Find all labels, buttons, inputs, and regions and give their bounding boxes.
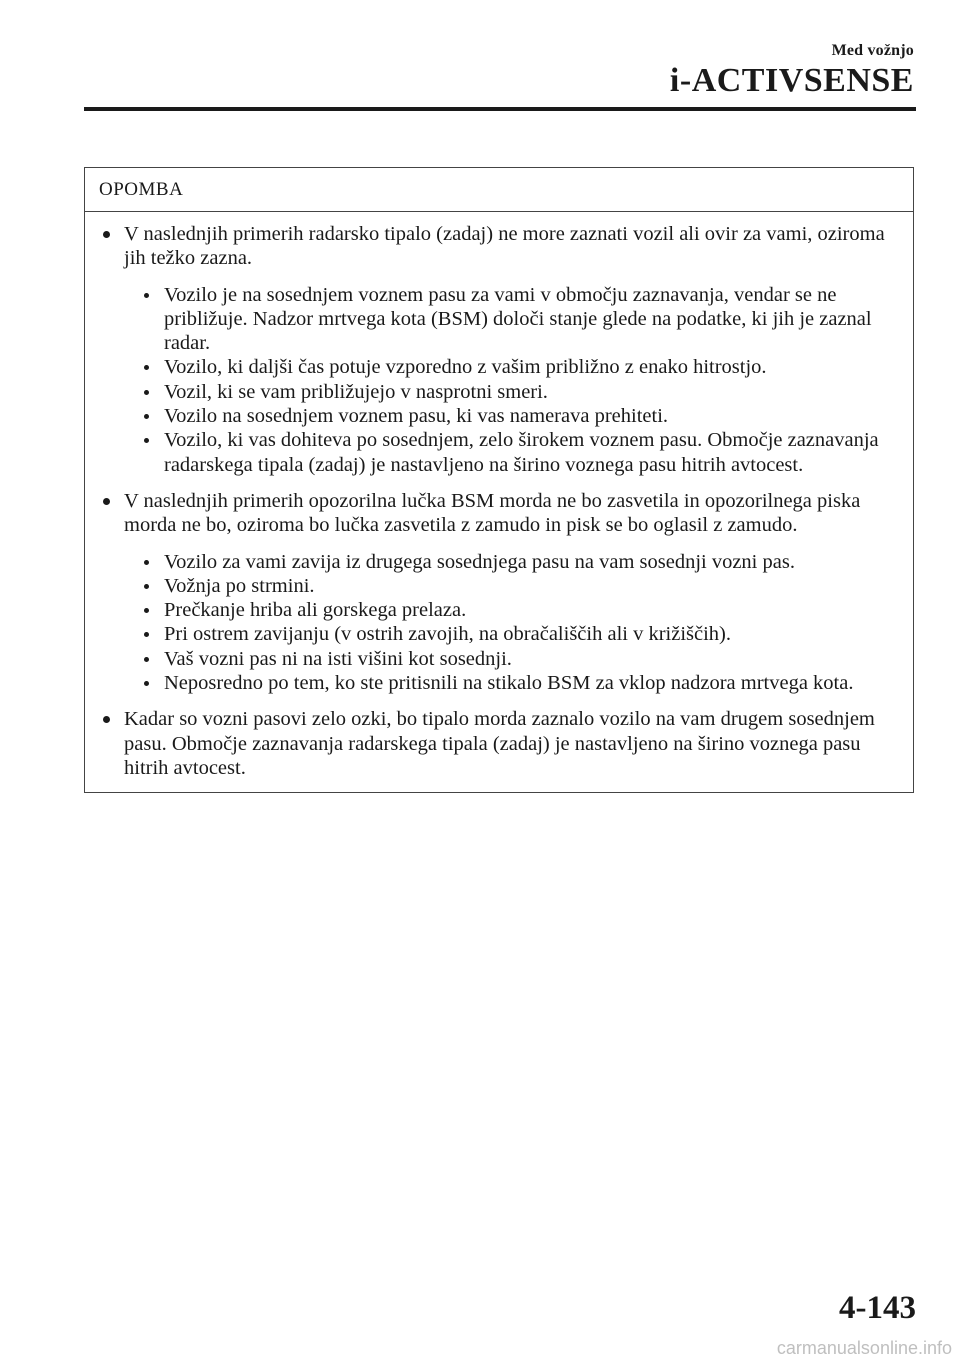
sub-item: Vozilo, ki vas dohiteva po sosednjem, zelo širokem voznem pasu. Območje zaznavanja radarskega tipala (zadaj) je nastavljeno na širino voznega pasu hitrih avtocest. <box>124 428 899 477</box>
sub-item: Vozilo na sosednjem voznem pasu, ki vas namerava prehiteti. <box>124 404 899 428</box>
sub-list <box>124 550 899 696</box>
section-label: Med vožnjo <box>831 42 914 59</box>
sub-item: Vozilo je na sosednjem voznem pasu za vami v območju zaznavanja, vendar se ne približuje. Nadzor mrtvega kota (BSM) določi stanje glede na podatke, ki jih je zaznal radar. <box>124 283 899 356</box>
sub-list <box>124 283 899 477</box>
bullet-icon <box>144 584 149 589</box>
bullet-icon <box>144 365 149 370</box>
note-item <box>99 222 899 477</box>
sub-item: Prečkanje hriba ali gorskega prelaza. <box>124 598 899 622</box>
bullet-icon <box>144 438 149 443</box>
page-number: 4-143 <box>839 1290 916 1326</box>
sub-item: Vožnja po strmini. <box>124 574 899 598</box>
note-box <box>84 167 914 793</box>
bullet-icon <box>144 414 149 419</box>
bullet-icon <box>144 657 149 662</box>
note-item-text: V naslednjih primerih radarsko tipalo (zadaj) ne more zaznati vozil ali ovir za vami, oziroma jih težko zazna. <box>124 223 885 270</box>
bullet-icon <box>144 293 149 298</box>
sub-item: Vaš vozni pas ni na isti višini kot sosednji. <box>124 647 899 671</box>
bullet-icon <box>103 498 110 505</box>
bullet-icon <box>103 716 110 723</box>
sub-item: Pri ostrem zavijanju (v ostrih zavojih, na obračališčih ali v križiščih). <box>124 622 899 646</box>
sub-item: Vozilo, ki daljši čas potuje vzporedno z vašim približno z enako hitrostjo. <box>124 355 899 379</box>
note-item <box>99 707 899 780</box>
bullet-icon <box>144 608 149 613</box>
note-body <box>85 212 913 792</box>
note-item-text: V naslednjih primerih opozorilna lučka BSM morda ne bo zasvetila in opozorilnega piska morda ne bo, oziroma bo lučka zasvetila z zamudo in pisk se bo oglasil z zamudo. <box>124 489 861 537</box>
note-title: OPOMBA <box>85 168 913 212</box>
header-rule <box>84 107 916 111</box>
sub-item: Vozilo za vami zavija iz drugega sosednjega pasu na vam sosednji vozni pas. <box>124 550 899 574</box>
bullet-icon <box>103 231 110 238</box>
bullet-icon <box>144 632 149 637</box>
note-item <box>99 489 899 695</box>
bullet-icon <box>144 560 149 565</box>
chapter-title: i-ACTIVSENSE <box>669 62 914 99</box>
watermark-link[interactable]: carmanualsonline.info <box>776 1338 952 1358</box>
sub-item: Neposredno po tem, ko ste pritisnili na stikalo BSM za vklop nadzora mrtvega kota. <box>124 671 899 695</box>
note-item-text: Kadar so vozni pasovi zelo ozki, bo tipalo morda zaznalo vozilo na vam drugem sosednjem pasu. Območje zaznavanja radarskega tipala (zadaj) je nastavljeno na širino voznega pasu hitrih avtocest. <box>124 708 875 779</box>
bullet-icon <box>144 681 149 686</box>
bullet-icon <box>144 390 149 395</box>
sub-item: Vozil, ki se vam približujejo v nasprotni smeri. <box>124 380 899 404</box>
